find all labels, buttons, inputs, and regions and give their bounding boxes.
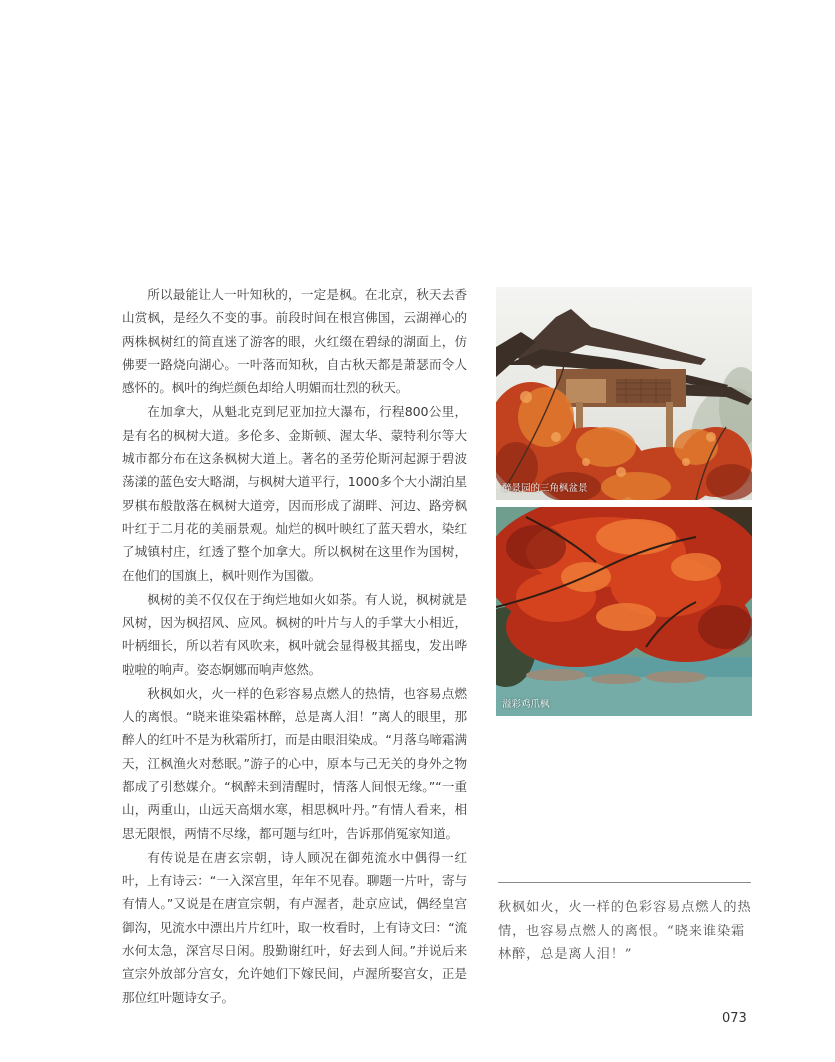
photo-caption: 溢彩鸡爪枫 [502, 699, 550, 710]
article-paragraph: 枫树的美不仅仅在于绚烂地如火如荼。有人说，枫树就是风树，因为枫招风、应风。枫树的叶片与人的手掌大小相近，叶柄细长，所以若有风吹来，枫叶就会显得极其摇曳，发出哗啦啦的响声。姿态婀娜而响声悠然。 [122, 591, 467, 677]
page-number: 073 [722, 1011, 747, 1026]
maple-pond-image [496, 507, 752, 716]
maple-pond-photo [496, 507, 752, 716]
article-paragraph: 秋枫如火，火一样的色彩容易点燃人的热情，也容易点燃人的离恨。“晓来谁染霜林醉，总是离人泪！”离人的眼里，那醉人的红叶不是为秋霜所打，而是由眼泪染成。“月落乌啼霜满天，江枫渔火对愁眠。”游子的心中，原本与己无关的身外之物都成了引愁媒介。“枫醉未到清醒时，情落人间恨无缘。”“一重山，两重山，山远天高烟水寒，相思枫叶丹。”有情人看来，相思无限恨，两情不尽缘，都可题与红叶，告诉那俏冤家知道。 [122, 685, 467, 841]
article-paragraph: 有传说是在唐玄宗朝，诗人顾况在御苑流水中偶得一红叶，上有诗云：“一入深宫里，年年不见春。聊题一片叶，寄与有情人。”又说是在唐宣宗朝，有卢渥者，赴京应试，偶经皇宫御沟，见流水中漂出片片红叶，取一枚看时，上有诗文曰：“流水何太急，深宫尽日闲。殷勤谢红叶，好去到人间。”并说后来宣宗外放部分宫女，允许她们下嫁民间，卢渥所娶宫女，正是那位红叶题诗女子。 [122, 849, 467, 1005]
pavilion-maple-image [496, 287, 752, 500]
photo-caption: 醉景园的三角枫盆景 [502, 483, 588, 494]
article-body [122, 283, 467, 1010]
article-paragraph: 所以最能让人一叶知秋的，一定是枫。在北京，秋天去香山赏枫，是经久不变的事。前段时间在根宫佛国，云湖禅心的两株枫树红的简直迷了游客的眼，火红缀在碧绿的湖面上，仿佛要一路烧向湖心。一叶落而知秋，自古秋天都是萧瑟而令人感怀的。枫叶的绚烂颜色却给人明媚而壮烈的秋天。 [122, 287, 467, 396]
pull-quote-divider [498, 882, 751, 883]
pull-quote: 秋枫如火，火一样的色彩容易点燃人的热情，也容易点燃人的离恨。“晓来谁染霜林醉，总是离人泪！” [498, 900, 752, 962]
pavilion-maple-photo [496, 287, 752, 500]
article-paragraph: 在加拿大，从魁北克到尼亚加拉大瀑布，行程800公里，是有名的枫树大道。多伦多、金斯顿、渥太华、蒙特利尔等大城市都分布在这条枫树大道上。著名的圣劳伦斯河起源于碧波荡漾的蓝色安大略湖，与枫树大道平行，1000多个大小湖泊星罗棋布般散落在枫树大道旁，因而形成了湖畔、河边、路旁枫叶红于二月花的美丽景观。灿烂的枫叶映红了蓝天碧水，染红了城镇村庄，红透了整个加拿大。所以枫树在这里作为国树，在他们的国旗上，枫叶则作为国徽。 [122, 404, 467, 583]
